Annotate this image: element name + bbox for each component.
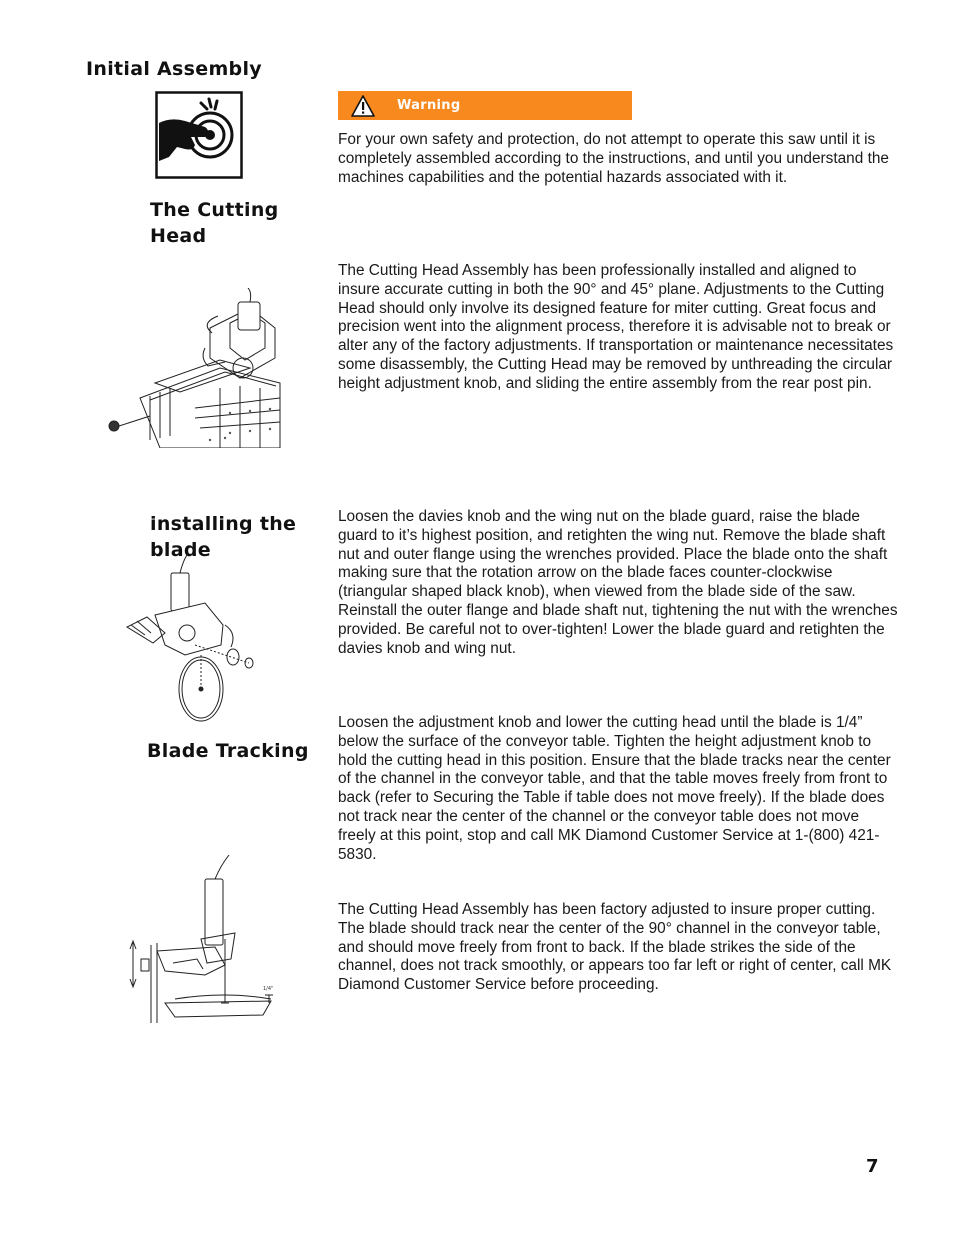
initial-assembly-heading: Initial Assembly [86,58,262,80]
cutting-head-paragraph: The Cutting Head Assembly has been professionally installed and aligned to insure accurate cutting in both the 90° and 45° plane. Adjustments to the Cutting Head should only involve its designed feature for miter cutting. Great focus and precision went into the alignment process, therefore it is advisable not to break or alter any of the factory adjustments. If transportation or maintenance necessitates some disassembly, the Cutting Head may be removed by unthreading the circular height adjustment knob, and sliding the entire assembly from the rear post pin. [338,262,894,392]
warning-paragraph: For your own safety and protection, do not attempt to operate this saw until it is completely assembled according to the instructions, and until you understand the machines capabilities and the potential hazards associated with it. [338,131,889,186]
warning-label: Warning [397,98,461,113]
dimension-label: 1/4" [263,986,274,992]
blade-tracking-paragraph-1: Loosen the adjustment knob and lower the cutting head until the blade is 1/4” below the surface of the conveyor table. Tighten the height adjustment knob to hold the cutting head in this position. Ensure that the blade tracks near the center of the channel in the conveyor table, and that the table moves freely from front to back (refer to Securing the Table if table does not move freely). If the blade does not track near the center of the channel or the conveyor table does not move freely at this point, stop and call MK Diamond Customer Service at 1-(800) 421-5830. [338,714,891,863]
cutting-head-heading: The Cutting Head [150,199,279,247]
blade-tracking-heading: Blade Tracking [147,740,309,762]
blade-tracking-paragraph-2: The Cutting Head Assembly has been factory adjusted to insure proper cutting. The blade should track near the center of the 90° channel in the conveyor table, and should move freely from front to back. If the blade strikes the side of the channel, does not track smoothly, or appears too far left or right of center, call MK Diamond Customer Service before proceeding. [338,901,892,994]
blade-install-illustration [125,555,260,723]
hand-blade-hazard-icon [155,91,243,179]
blade-tracking-illustration [125,855,280,1023]
warning-triangle-icon [351,95,375,117]
cutting-head-illustration [100,288,285,448]
warning-banner [338,91,632,120]
page-number: 7 [866,1156,879,1177]
installing-blade-paragraph: Loosen the davies knob and the wing nut on the blade guard, raise the blade guard to it’s highest position, and retighten the wing nut. Remove the blade shaft nut and outer flange using the wrenches provided. Place the blade onto the shaft making sure that the rotation arrow on the blade faces counter-clockwise (triangular shaped black knob), when viewed from the blade side of the saw. Reinstall the outer flange and blade shaft nut, tightening the nut with the wrenches provided. Be careful not to over-tighten! Lower the blade guard and retighten the davies knob and wing nut. [338,508,898,657]
installing-blade-heading: installing the blade [150,513,297,561]
